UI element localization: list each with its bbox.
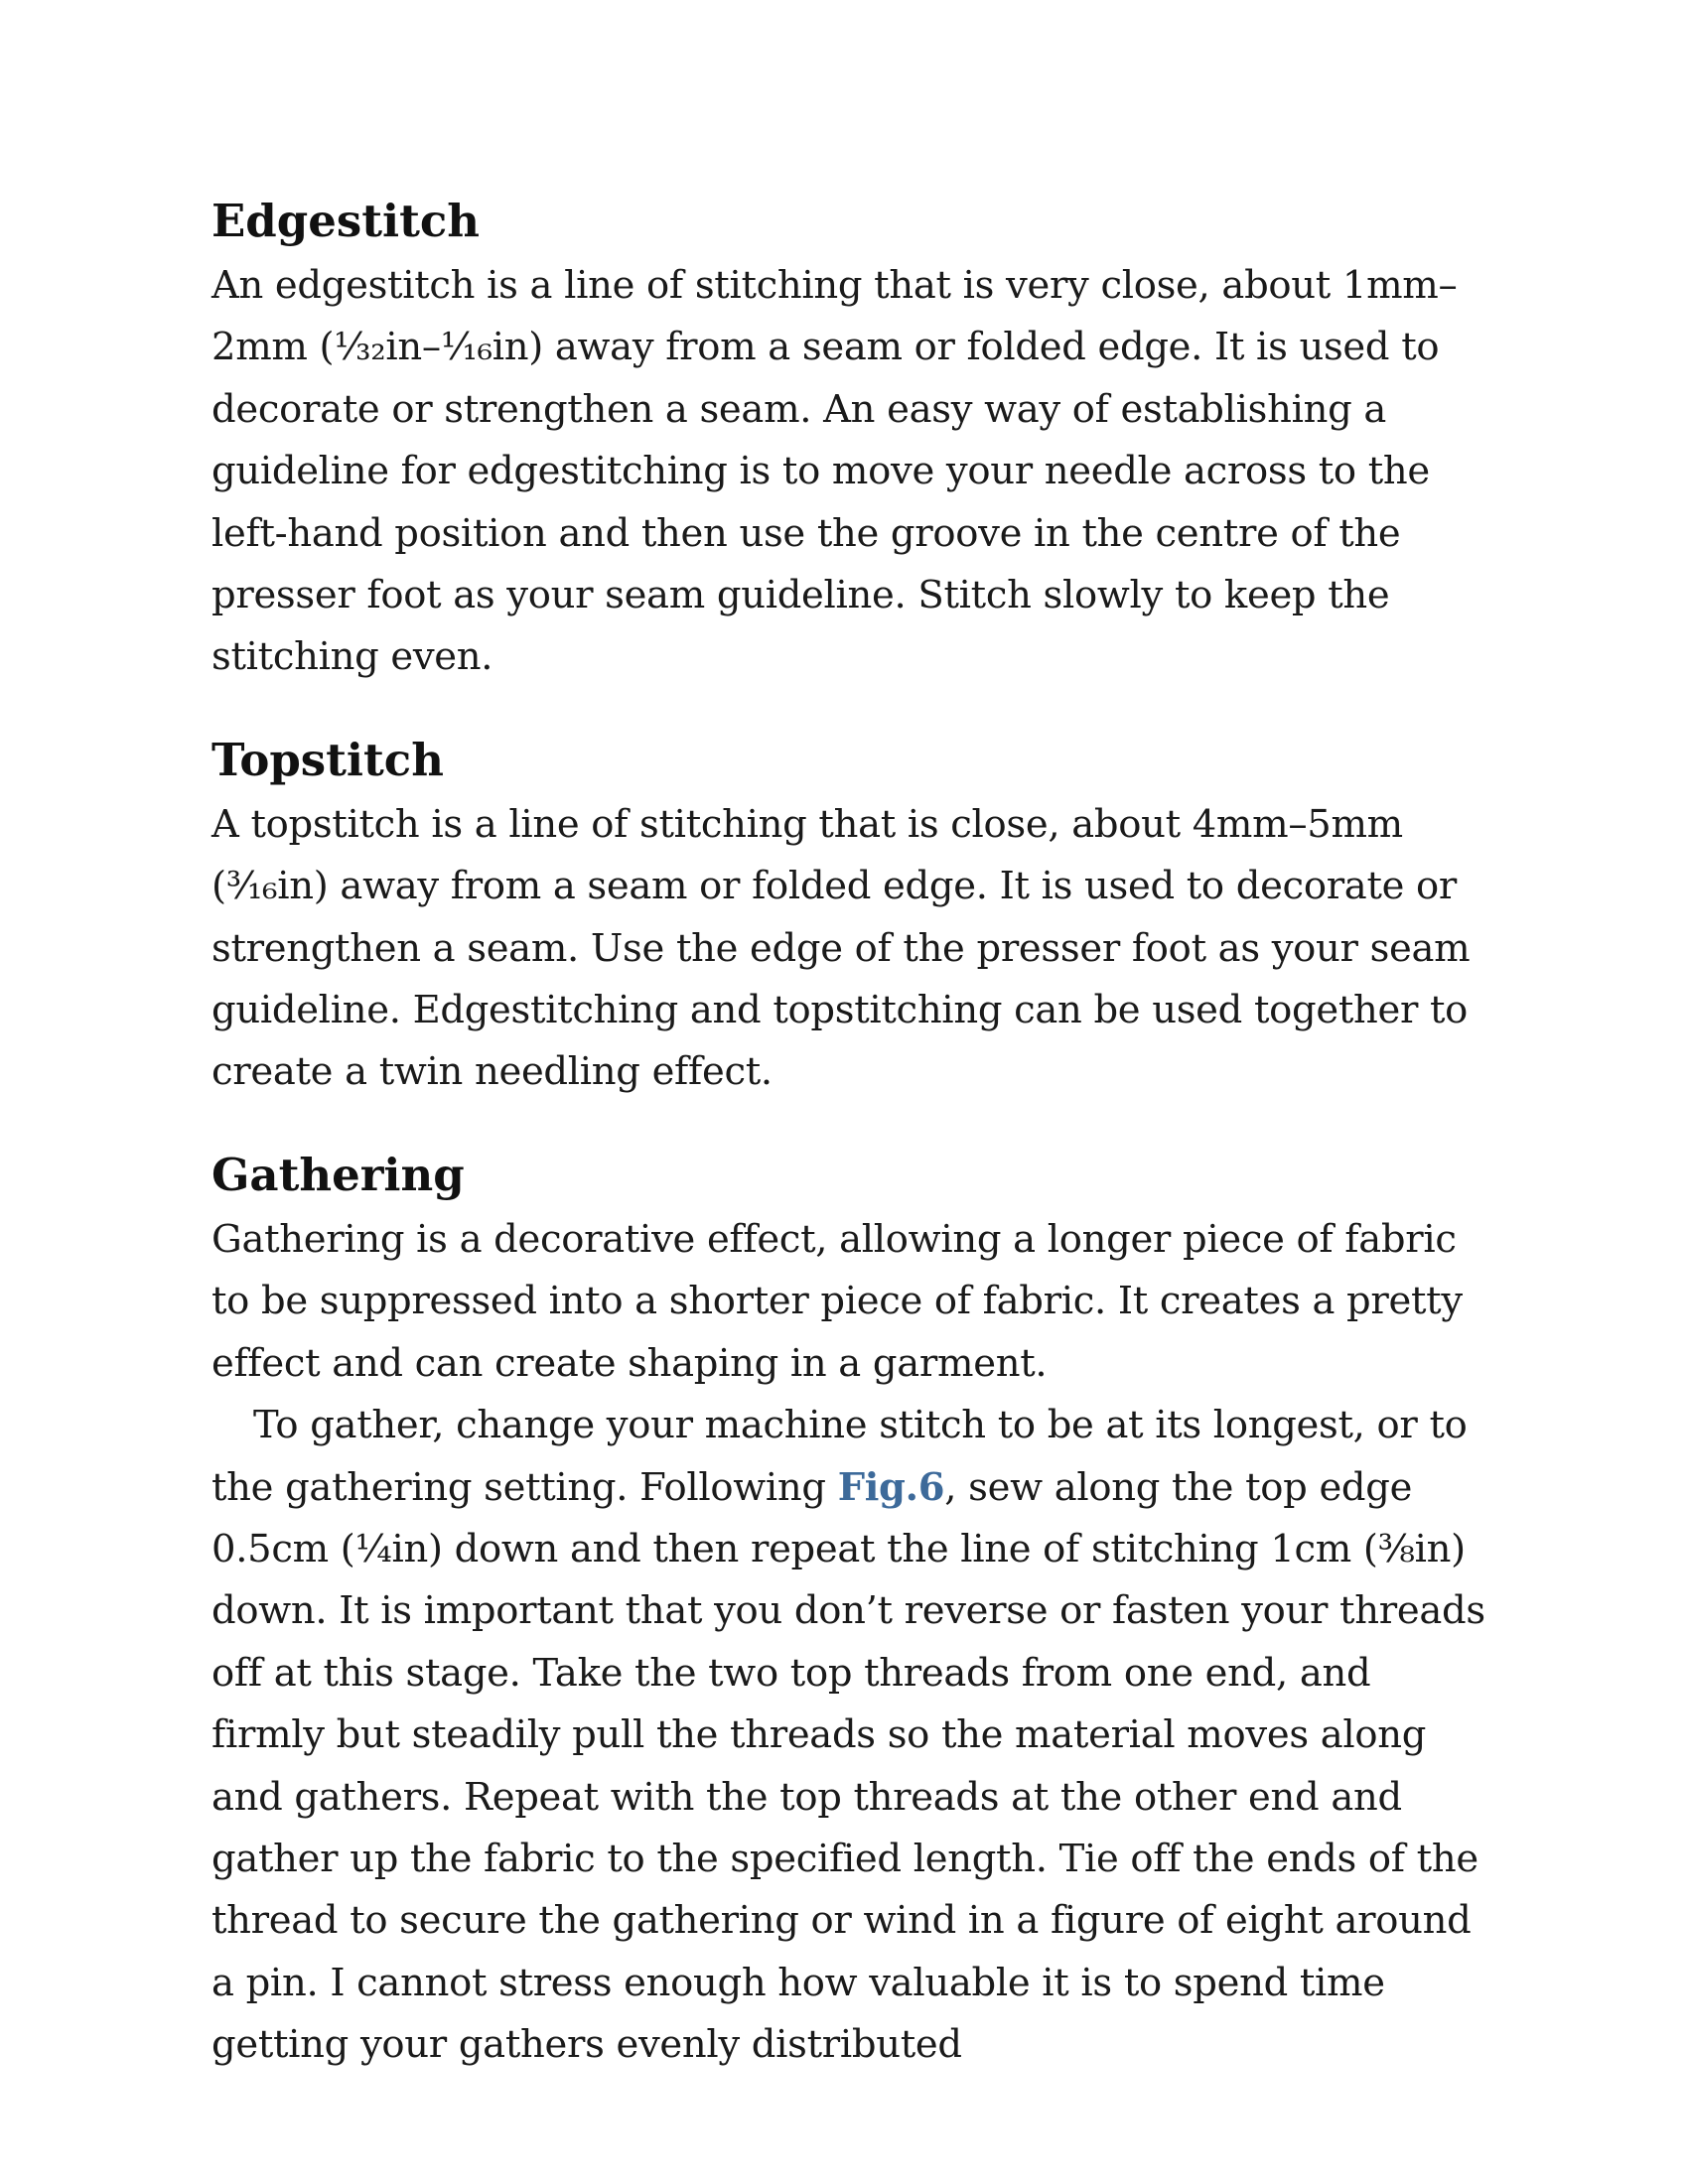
- paragraph-text-segment: , sew along the top edge 0.5cm (¼in) down and then repeat the line of stitching 1cm (⅜in) down. It is important that you don’t reverse or fasten your threads off at this stage. Take the two top threads from one end, and firmly but steadily pull the threads so the material moves along and gathers. Repeat with the top threads at the other end and gather up the fabric to the specified length. Tie off the ends of the thread to secure the gathering or wind in a figure of eight around a pin. I cannot stress enough how valuable it is to spend time getting your gathers evenly distributed: [211, 1464, 1485, 2068]
- paragraph-edgestitch: An edgestitch is a line of stitching that is very close, about 1mm–2mm (⅓₂in–⅟₁₆in) away from a seam or folded edge. It is used to decorate or strengthen a seam. An easy way of establishing a guideline for edgestitching is to move your needle across to the left-hand position and then use the groove in the centre of the presser foot as your seam guideline. Stitch slowly to keep the stitching even.: [211, 263, 1458, 680]
- paragraph-text-segment: To gather, change your machine stitch to be at its longest, or to the gathering setting. Following: [211, 1403, 1468, 1510]
- figure-reference-link[interactable]: Fig.6: [837, 1464, 945, 1510]
- paragraph-gathering-method: [211, 1395, 1492, 2076]
- section-edgestitch: [211, 194, 1492, 689]
- section-heading-topstitch: Topstitch: [211, 733, 444, 786]
- paragraph-topstitch: A topstitch is a line of stitching that is close, about 4mm–5mm (³⁄₁₆in) away from a seam or folded edge. It is used to decorate or strengthen a seam. Use the edge of the presser foot as your seam guideline. Edgestitching and topstitching can be used together to create a twin needling effect.: [211, 801, 1471, 1095]
- section-heading-gathering: Gathering: [211, 1148, 465, 1201]
- section-topstitch: [211, 733, 1492, 1104]
- paragraph-gathering-intro: Gathering is a decorative effect, allowing a longer piece of fabric to be suppressed into a shorter piece of fabric. It creates a pretty effect and can create shaping in a garment.: [211, 1216, 1463, 1386]
- page-content: [211, 194, 1492, 2120]
- section-gathering: [211, 1148, 1492, 2077]
- section-heading-edgestitch: Edgestitch: [211, 195, 480, 247]
